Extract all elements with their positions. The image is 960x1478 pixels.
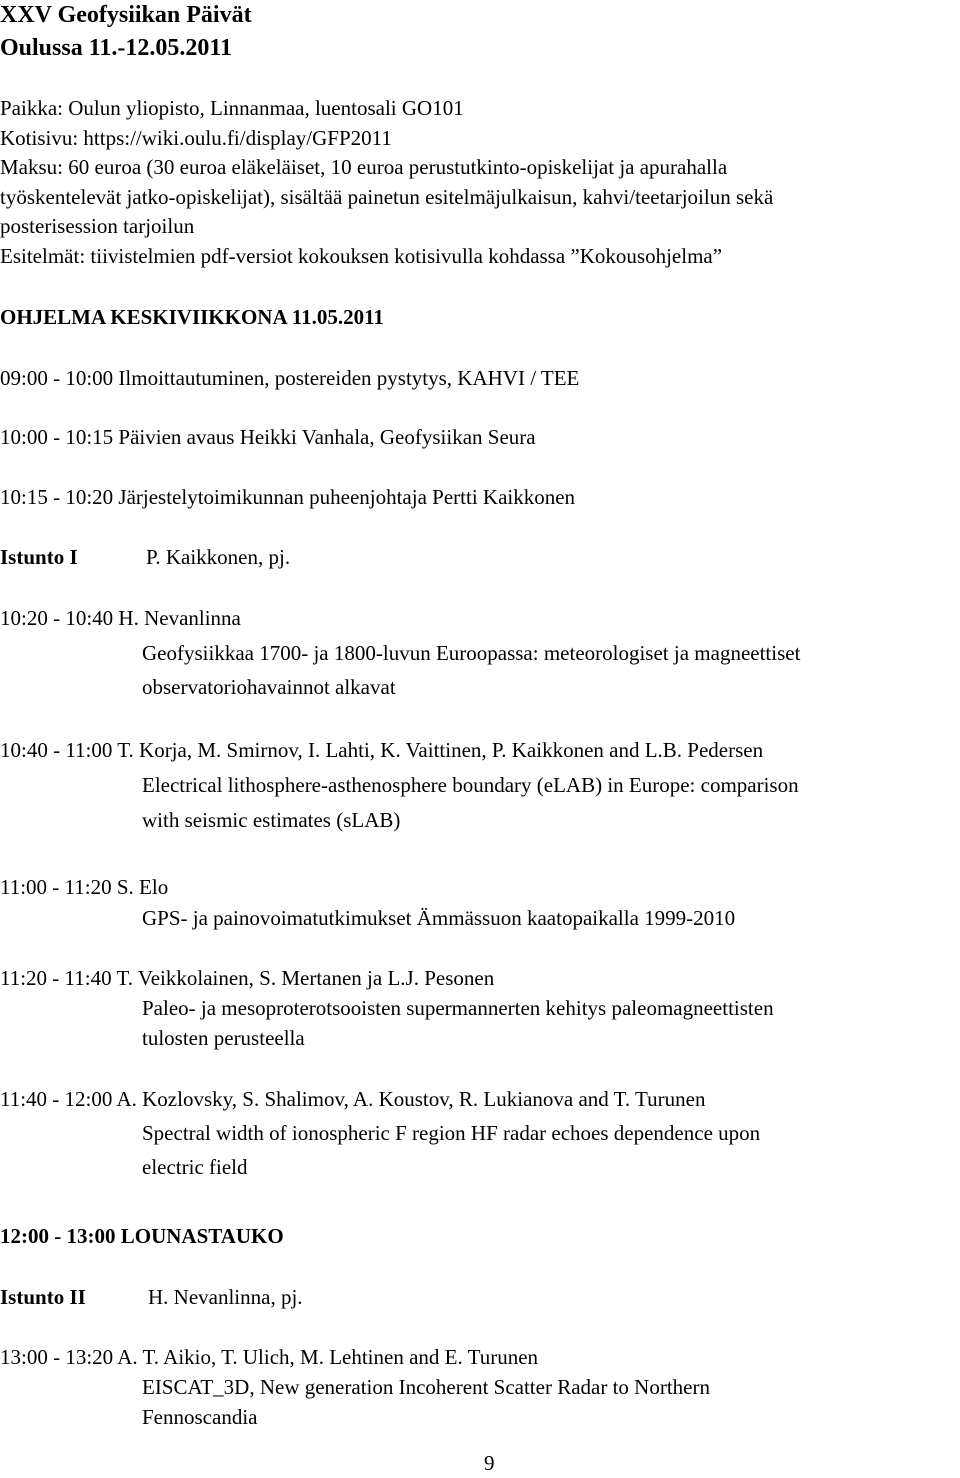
talk-title: with seismic estimates (sLAB) (142, 808, 401, 832)
event-homepage: Kotisivu: https://wiki.oulu.fi/display/GFP2011 (0, 126, 392, 150)
talk-title: tulosten perusteella (142, 1026, 305, 1050)
program-heading: OHJELMA KESKIVIIKKONA 11.05.2011 (0, 305, 384, 329)
session-label: Istunto II (0, 1285, 86, 1309)
schedule-item: 10:00 - 10:15 Päivien avaus Heikki Vanhala, Geofysiikan Seura (0, 425, 536, 449)
talk-title: Electrical lithosphere-asthenosphere boundary (eLAB) in Europe: comparison (142, 773, 799, 797)
schedule-item: 09:00 - 10:00 Ilmoittautuminen, postereiden pystytys, KAHVI / TEE (0, 366, 580, 390)
event-fee: Maksu: 60 euroa (30 euroa eläkeläiset, 10 euroa perustutkinto-opiskelijat ja apurahalla (0, 155, 728, 179)
talk-title: Geofysiikkaa 1700- ja 1800-luvun Euroopassa: meteorologiset ja magneettiset (142, 641, 801, 665)
event-place: Paikka: Oulun yliopisto, Linnanmaa, luentosali GO101 (0, 96, 464, 120)
session-chair: P. Kaikkonen, pj. (146, 545, 291, 569)
talk-time-authors: 11:20 - 11:40 T. Veikkolainen, S. Mertanen ja L.J. Pesonen (0, 966, 495, 990)
talk-time-authors: 13:00 - 13:20 A. T. Aikio, T. Ulich, M. Lehtinen and E. Turunen (0, 1345, 539, 1369)
talk-title: electric field (142, 1155, 248, 1179)
lunch-break: 12:00 - 13:00 LOUNASTAUKO (0, 1224, 284, 1248)
event-dates: Oulussa 11.-12.05.2011 (0, 35, 233, 61)
schedule-item: 10:15 - 10:20 Järjestelytoimikunnan puheenjohtaja Pertti Kaikkonen (0, 485, 576, 509)
talk-time-authors: 11:40 - 12:00 A. Kozlovsky, S. Shalimov, A. Koustov, R. Lukianova and T. Turunen (0, 1087, 706, 1111)
event-title: XXV Geofysiikan Päivät (0, 2, 252, 28)
talk-time-authors: 10:20 - 10:40 H. Nevanlinna (0, 606, 241, 630)
talk-title: Paleo- ja mesoproterotsooisten supermannerten kehitys paleomagneettisten (142, 996, 774, 1020)
talks-note: Esitelmät: tiivistelmien pdf-versiot kokouksen kotisivulla kohdassa ”Kokousohjelma” (0, 244, 723, 268)
talk-title: observatoriohavainnot alkavat (142, 675, 396, 699)
session-chair: H. Nevanlinna, pj. (148, 1285, 303, 1309)
talk-title: Fennoscandia (142, 1405, 258, 1429)
page-number: 9 (484, 1451, 495, 1475)
talk-title: Spectral width of ionospheric F region HF radar echoes dependence upon (142, 1121, 761, 1145)
session-label: Istunto I (0, 545, 78, 569)
talk-time-authors: 11:00 - 11:20 S. Elo (0, 875, 169, 899)
event-fee-continued: työskentelevät jatko-opiskelijat), sisältää painetun esitelmäjulkaisun, kahvi/teetarjoilun sekä (0, 185, 774, 209)
talk-title: EISCAT_3D, New generation Incoherent Scatter Radar to Northern (142, 1375, 710, 1399)
talk-time-authors: 10:40 - 11:00 T. Korja, M. Smirnov, I. Lahti, K. Vaittinen, P. Kaikkonen and L.B. Pedersen (0, 738, 764, 762)
talk-title: GPS- ja painovoimatutkimukset Ämmässuon kaatopaikalla 1999-2010 (142, 906, 736, 930)
event-fee-continued: posterisession tarjoilun (0, 214, 195, 238)
